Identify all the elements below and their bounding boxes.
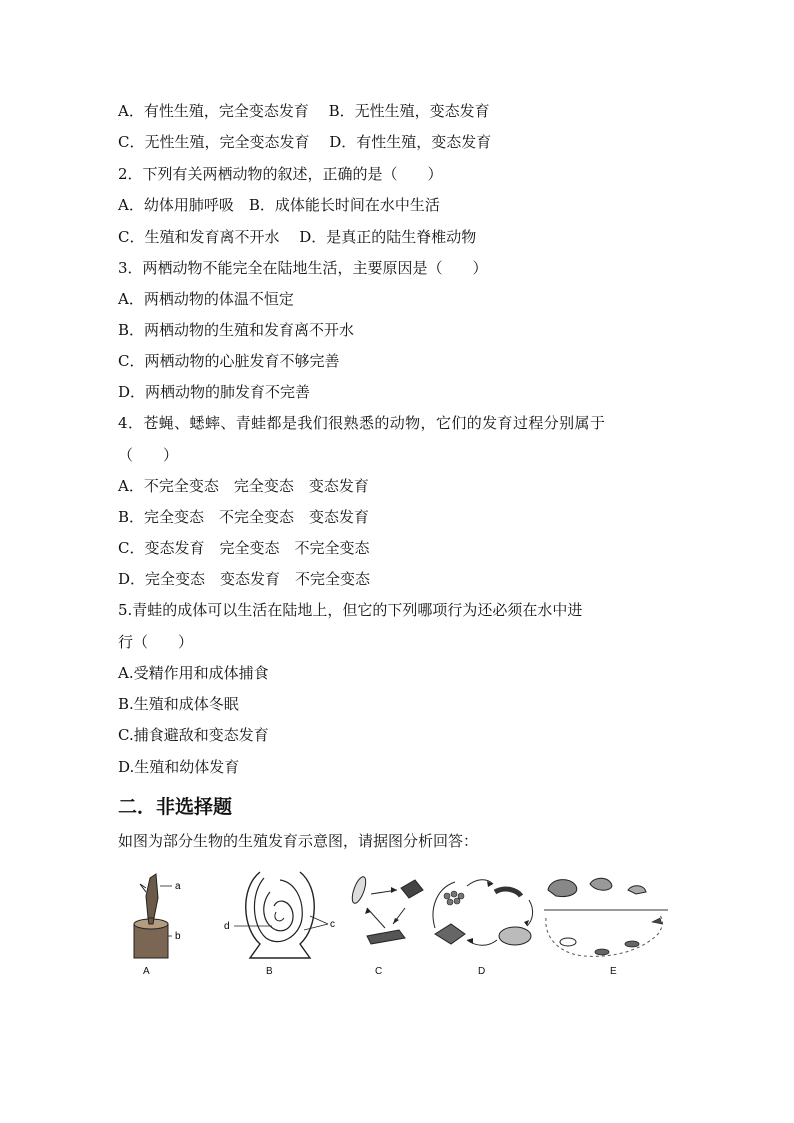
text-line: B．完全变态 不完全变态 变态发育 bbox=[118, 508, 370, 526]
panel-label-c: C bbox=[375, 966, 383, 977]
text-line: C．无性生殖，完全变态发育 D．有性生殖，变态发育 bbox=[118, 133, 492, 151]
label-d: d bbox=[224, 921, 230, 932]
panel-label-b: B bbox=[266, 966, 273, 977]
text-line: C．两栖动物的心脏发育不够完善 bbox=[118, 352, 340, 370]
grafting-illustration bbox=[120, 868, 200, 960]
text-line: 2．下列有关两栖动物的叙述，正确的是（ ） bbox=[118, 165, 443, 183]
text-line: C．变态发育 完全变态 不完全变态 bbox=[118, 539, 370, 557]
text-line: D．完全变态 变态发育 不完全变态 bbox=[118, 570, 371, 588]
text-line: B.生殖和成体冬眠 bbox=[118, 695, 239, 713]
text-line: C．生殖和发育离不开水 D．是真正的陆生脊椎动物 bbox=[118, 228, 477, 246]
moth-cycle-illustration bbox=[425, 868, 540, 960]
text-line: A．不完全变态 完全变态 变态发育 bbox=[118, 477, 369, 495]
section-intro: 如图为部分生物的生殖发育示意图，请据图分析回答： bbox=[118, 832, 479, 850]
panel-label-e: E bbox=[610, 966, 617, 977]
label-b: b bbox=[175, 931, 181, 942]
text-line: 5.青蛙的成体可以生活在陆地上，但它的下列哪项行为还必须在水中进 bbox=[118, 601, 583, 619]
panel-label-d: D bbox=[478, 966, 486, 977]
text-line: C.捕食避敌和变态发育 bbox=[118, 726, 269, 744]
section-heading: 二．非选择题 bbox=[118, 796, 233, 818]
text-line: A．两栖动物的体温不恒定 bbox=[118, 290, 294, 308]
label-c: c bbox=[330, 919, 335, 930]
text-line: （ ） bbox=[118, 446, 179, 464]
text-line: A.受精作用和成体捕食 bbox=[118, 664, 269, 682]
text-line: 行（ ） bbox=[118, 633, 194, 651]
grasshopper-cycle-illustration bbox=[345, 868, 427, 960]
label-a: a bbox=[175, 881, 181, 892]
text-line: 4．苍蝇、蟋蟀、青蛙都是我们很熟悉的动物，它们的发育过程分别属于 bbox=[118, 414, 606, 432]
text-line: A．幼体用肺呼吸 B．成体能长时间在水中生活 bbox=[118, 196, 440, 214]
frog-cycle-illustration bbox=[540, 868, 670, 960]
ovary-illustration bbox=[220, 868, 340, 960]
text-line: B．两栖动物的生殖和发育离不开水 bbox=[118, 321, 355, 339]
text-line: D.生殖和幼体发育 bbox=[118, 758, 240, 776]
text-line: 3．两栖动物不能完全在陆地生活，主要原因是（ ） bbox=[118, 259, 488, 277]
text-line: A．有性生殖，完全变态发育 B．无性生殖，变态发育 bbox=[118, 102, 490, 120]
panel-label-a: A bbox=[143, 966, 150, 977]
text-line: D．两栖动物的肺发育不完善 bbox=[118, 383, 311, 401]
